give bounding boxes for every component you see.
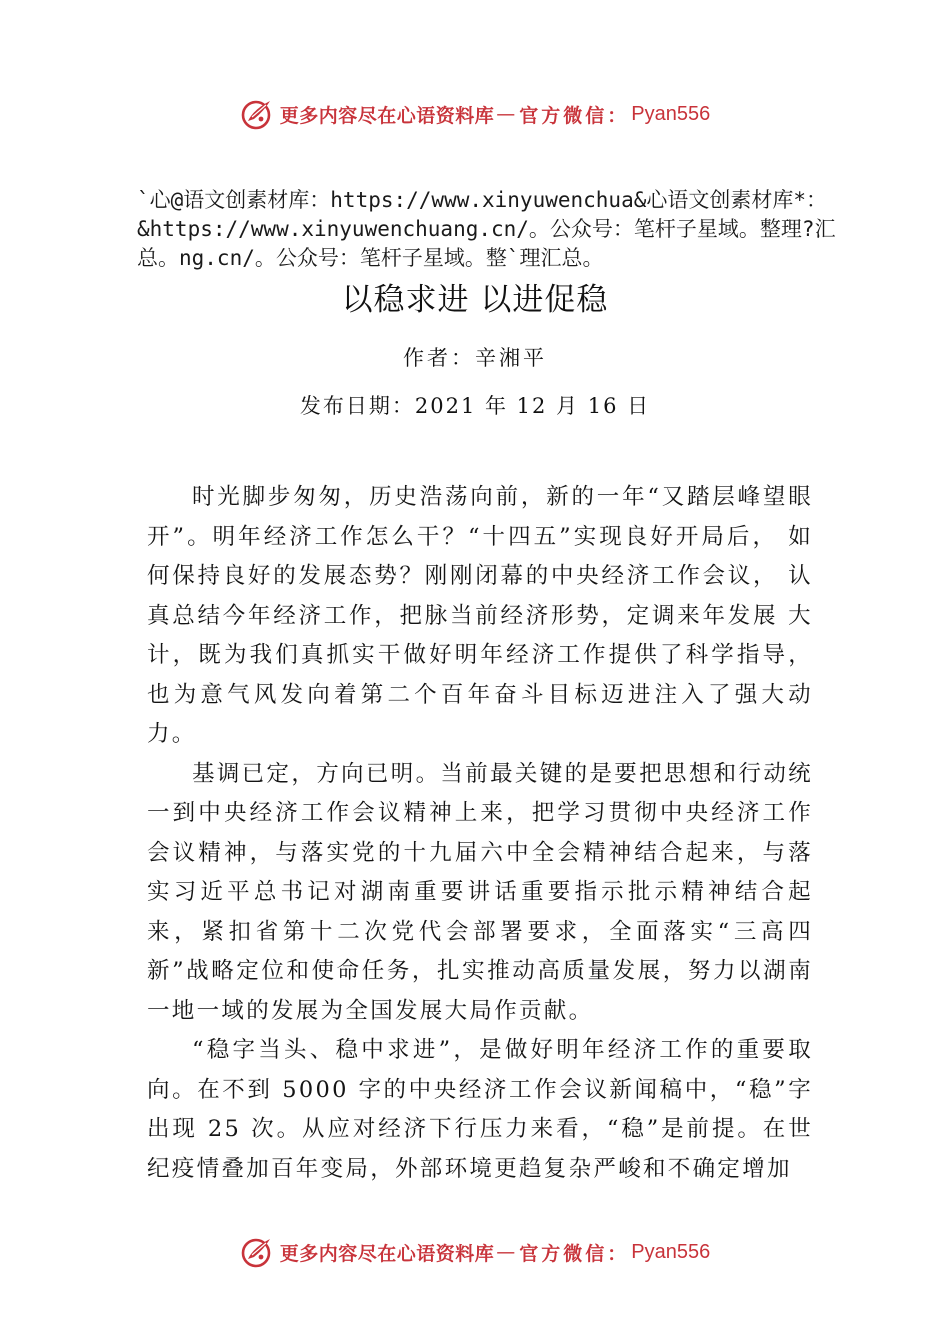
paragraph: 基调已定，方向已明。当前最关键的是要把思想和行动统一到中央经济工作会议精神上来，把学习贯彻中央经济工作会议精神，与落实党的十九届六中全会精神结合起来，与落实习近平总书记对湖南重要讲话重要指示批示精神结合起来，紧扣省第十二次党代会部署要求，全面落实“三高四新”战略定位和使命任务，扎实推动高质量发展，努力以湖南一地一域的发展为全国发展大局作贡献。 — [147, 760, 813, 1024]
top-watermark-banner — [0, 94, 950, 134]
banner-wechat-label: 官方微信： — [519, 104, 630, 127]
banner-brand-text: 更多内容尽在心语资料库 — [279, 104, 495, 127]
paragraph: “稳字当头、稳中求进”，是做好明年经济工作的重要取向。在不到 5000 字的中央经济工作会议新闻稿中，“稳”字出现 25 次。从应对经济下行压力来看，“稳”是前提。在世纪疫情叠加百年变局，外部环境更趋复杂严峻和不确定增加 — [147, 1037, 813, 1182]
paragraph: 时光脚步匆匆，历史浩荡向前，新的一年“又踏层峰望眼开”。明年经济工作怎么干？“十四五”实现良好开局后， 如何保持良好的发展态势？刚刚闭幕的中央经济工作会议， 认真总结今年经济工作，把脉当前经济形势，定调来年发展 大计，既为我们真抓实干做好明年经济工作提供了科学指导，也为意气风发向着第二个百年奋斗目标迈进注入了强大动力。 — [147, 484, 813, 747]
source-note: `心@语文创素材库：https://www.xinyuwenchua&心语文创素材库*：&https://www.xinyuwenchuang.cn/。公众号：笔杆子星域。整理?汇总。ng.cn/。公众号：笔杆子星域。整`理汇总。 — [137, 188, 836, 270]
banner-wechat-id: Pyan556 — [631, 1240, 711, 1263]
article-date: 发布日期：2021 年 12 月 16 日 — [299, 394, 651, 418]
article-author: 作者：辛湘平 — [403, 346, 547, 370]
banner-separator: — — [496, 1241, 516, 1263]
article-body — [147, 478, 813, 1189]
banner-separator: — — [496, 103, 516, 125]
bottom-watermark-banner — [0, 1232, 950, 1272]
banner-brand-text: 更多内容尽在心语资料库 — [279, 1242, 495, 1265]
quill-logo-icon — [240, 1235, 274, 1269]
banner-wechat-label: 官方微信： — [519, 1242, 630, 1265]
quill-logo-icon — [240, 97, 274, 131]
banner-wechat-id: Pyan556 — [631, 102, 711, 125]
article-title: 以稳求进 以进促稳 — [341, 282, 609, 318]
